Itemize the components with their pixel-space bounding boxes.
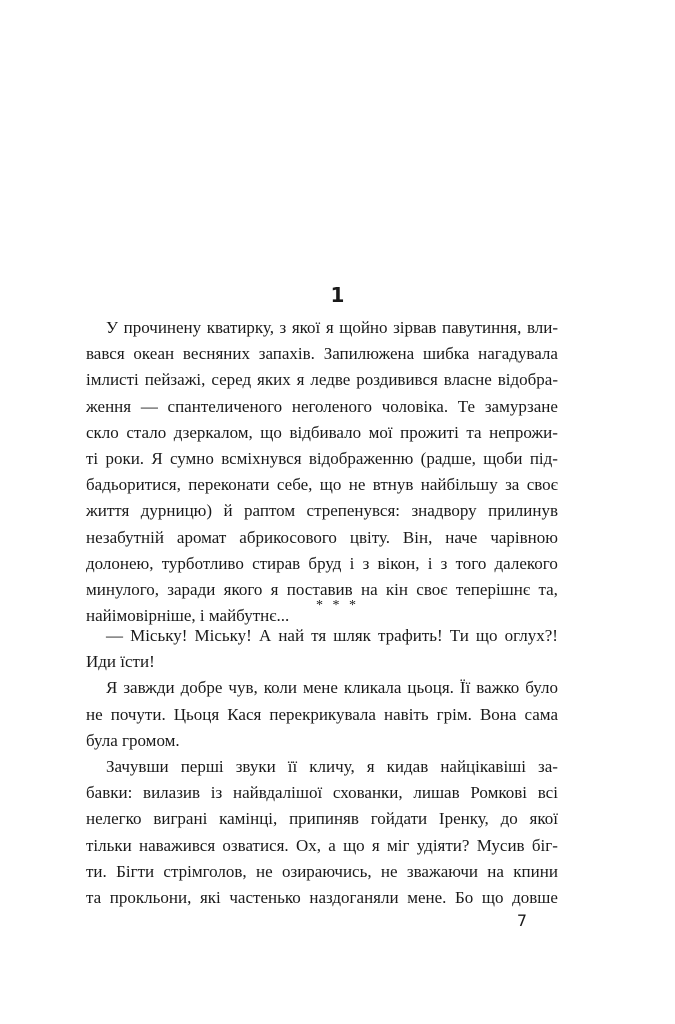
- text-line: бадьоритися, переконати себе, що не втнув найбільшу за своє: [86, 475, 558, 495]
- text-line: У прочинену кватирку, з якої я щойно зірвав павутиння, вли-: [106, 318, 558, 337]
- text-line: Я завжди добре чув, коли мене кликала цьоця. Її важко було: [106, 678, 558, 698]
- text-line: — Міську! Міську! А най тя шляк трафить! Ти що оглух?!: [106, 626, 558, 645]
- text-line: ти. Бігти стрімголов, не озираючись, не зважаючи на кпини: [86, 861, 558, 881]
- chapter-number: 1: [330, 283, 345, 307]
- text-line: вався океан весняних запахів. Запилюжена шибка нагадувала: [86, 344, 558, 364]
- paragraph-2: [86, 623, 558, 911]
- text-line: тільки наважився озватися. Ох, а що я міг удіяти? Мусив біг-: [86, 835, 558, 855]
- text-line: ті роки. Я сумно всміхнувся відображенню (радше, щоби під-: [86, 448, 558, 468]
- text-line: не почути. Цьоця Кася перекрикувала навіть грім. Вона сама: [86, 704, 558, 724]
- text-line: Иди їсти!: [86, 652, 155, 672]
- text-line: життя дурницю) й раптом стрепенувся: знадвору прилинув: [86, 501, 558, 521]
- text-line: минулого, заради якого я поставив на кін своє теперішнє та,: [86, 579, 558, 599]
- text-line: скло стало дзеркалом, що відбивало мої прожиті та непрожи-: [86, 422, 558, 442]
- text-line: бавки: вилазив із найвдалішої схованки, лишав Ромкові всі: [86, 783, 558, 803]
- paragraph-1: [86, 315, 558, 629]
- text-line: незабутній аромат абрикосового цвіту. Він, наче чарівною: [86, 527, 558, 547]
- text-line: долонею, турботливо стирав бруд і з вікон, і з того далекого: [86, 553, 558, 573]
- text-line: нелегко виграні камінці, припиняв гойдати Іренку, до якої: [86, 809, 558, 829]
- text-line: Зачувши перші звуки її кличу, я кидав найцікавіші за-: [106, 756, 558, 776]
- text-line: була громом.: [86, 730, 180, 750]
- text-line: та прокльони, які частенько наздоганяли мене. Бо що довше: [86, 887, 558, 907]
- page-number: 7: [516, 911, 528, 930]
- text-line: найімовірніше, і майбутнє...: [86, 606, 290, 626]
- text-line: імлисті пейзажі, серед яких я ледве роздивився власне відобра-: [86, 370, 558, 390]
- text-line: ження — спантеличеного неголеного чоловіка. Те замурзане: [86, 396, 558, 416]
- section-separator: * * *: [316, 598, 359, 613]
